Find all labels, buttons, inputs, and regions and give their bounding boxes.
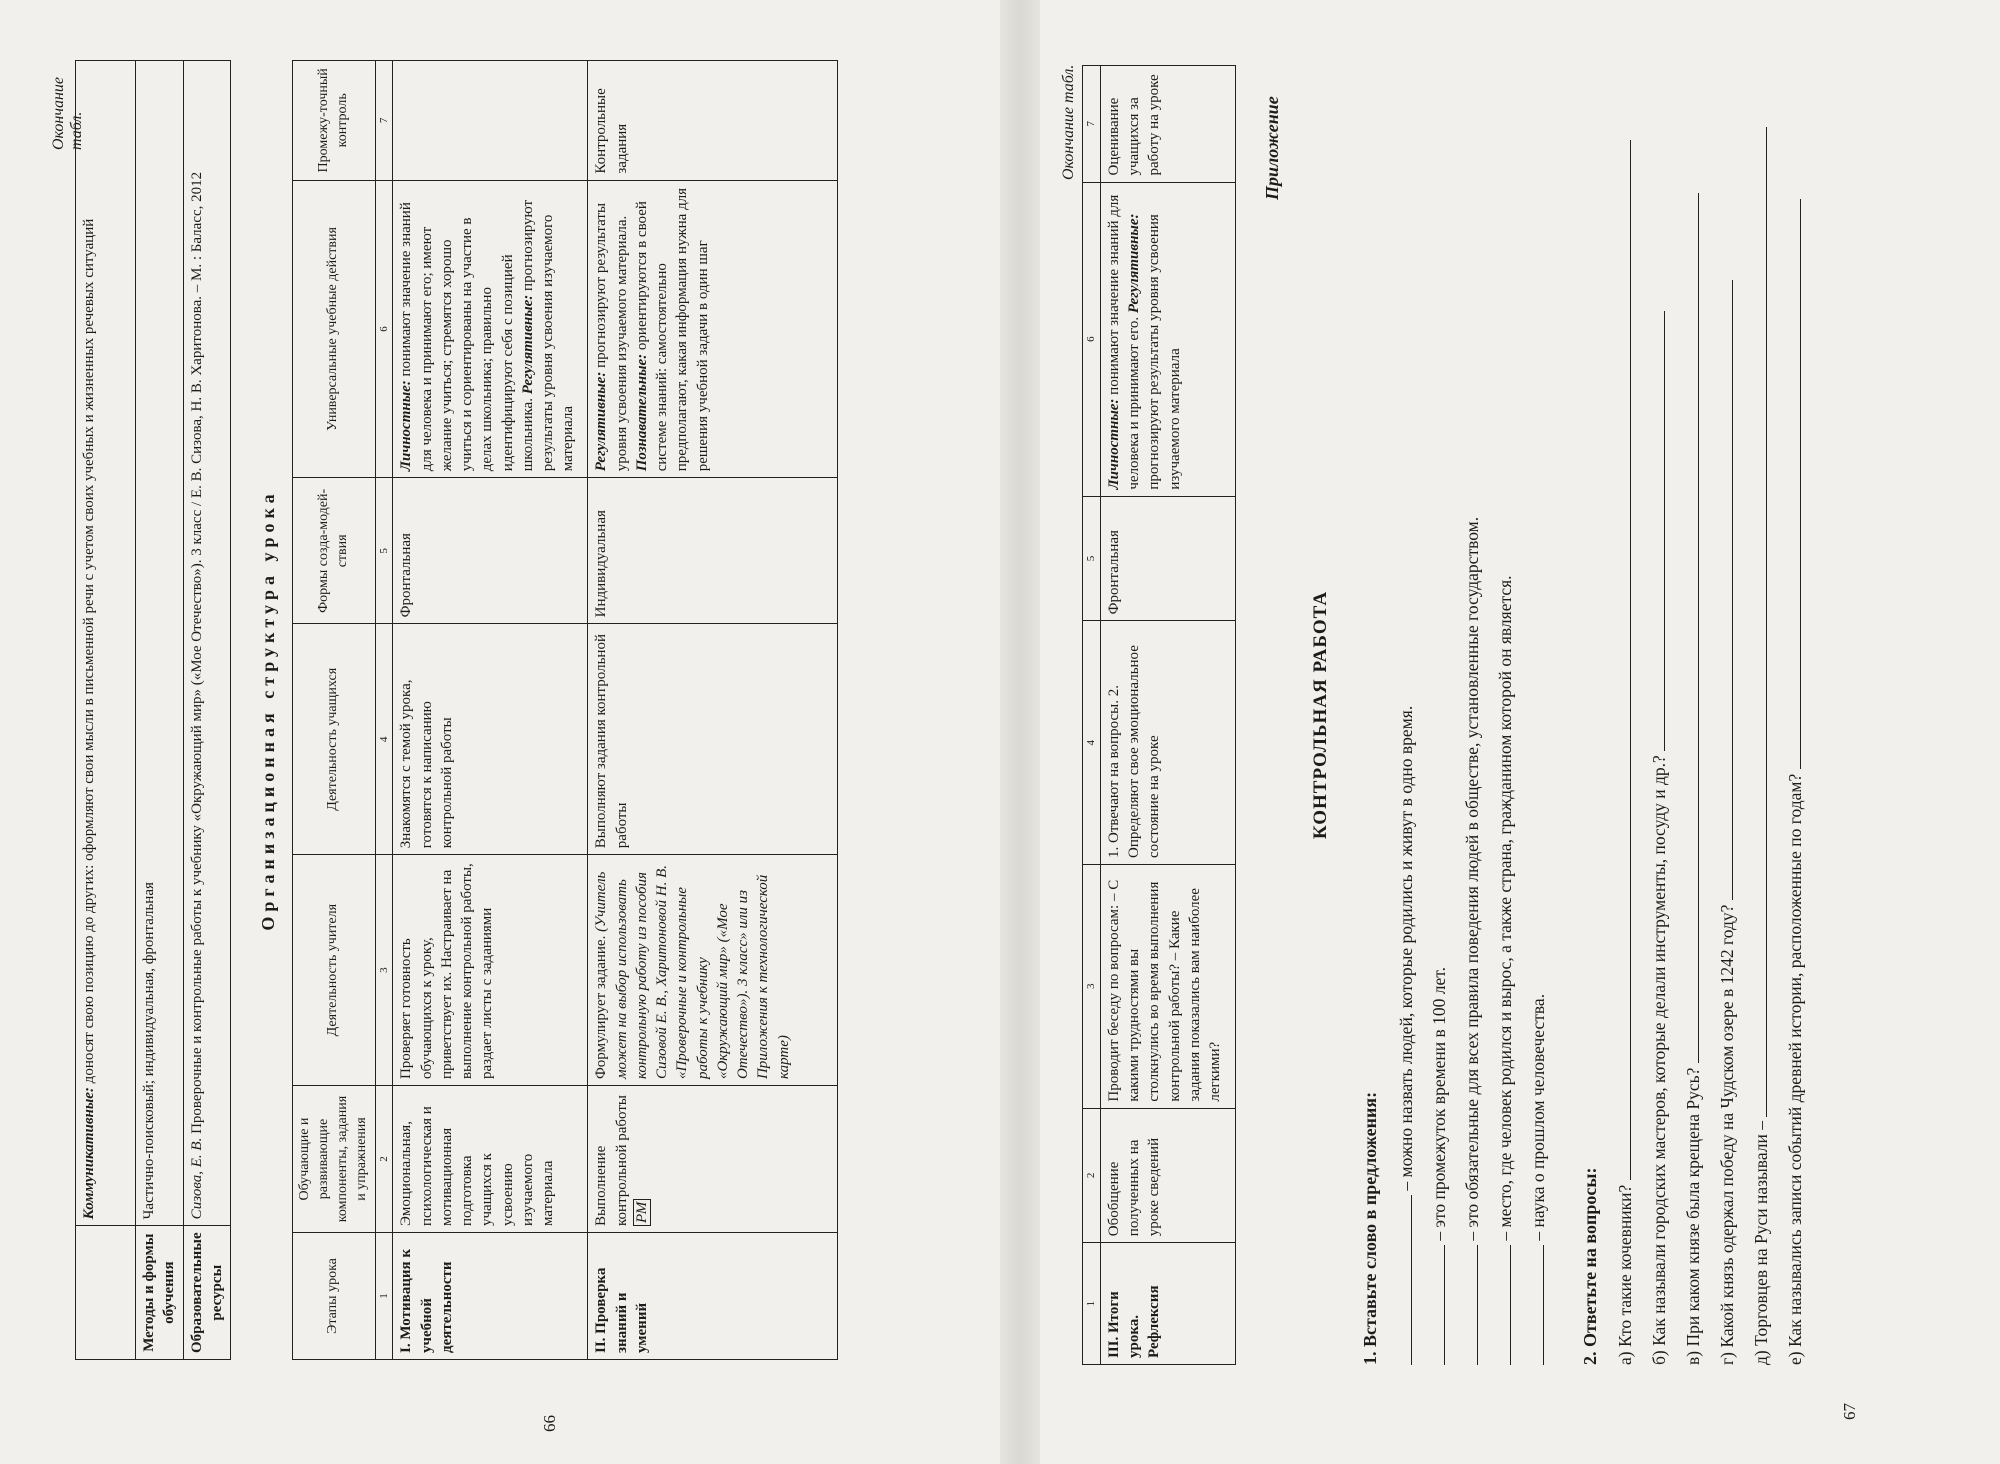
forms-cell: Фронтальная — [1100, 496, 1235, 621]
header-teacher: Деятельность учителя — [293, 855, 376, 1086]
components-cell: Выполнение контрольной работы РМ — [588, 1086, 838, 1233]
table-row — [393, 61, 588, 1360]
col-num: 1 — [1083, 1243, 1101, 1365]
resources-value: Сизова, Е. В. Проверочные и контрольные работы к учебнику «Окружающий мир» («Мое Отечество»). 3 класс / Е. В. Сизова, Н. В. Харитонова. – М. : Баласс, 2012 — [183, 61, 231, 1226]
forms-cell: Индивидуальная — [588, 478, 838, 624]
header-components: Обучающие и развивающие компоненты, задания и упражнения — [293, 1086, 376, 1233]
resources-label: Образовательные ресурсы — [183, 1226, 231, 1360]
task1-item: – можно назвать людей, которые родились и живут в одно время. — [1395, 706, 1417, 1365]
task2-item: е) Как назывались записи событий древней истории, расположенные по годам? — [1784, 199, 1806, 1365]
continuation-note: Окончание табл. — [1060, 64, 1077, 180]
rm-mark: РМ — [633, 1199, 651, 1226]
task1-item: – это промежуток времени в 100 лет. — [1428, 967, 1450, 1365]
header-stages: Этапы урока — [293, 1232, 376, 1359]
uud-cell: Регулятивные: прогнозируют результаты уровня усвоения изучаемого материала. Познавательные: ориентируются в своей системе знаний: самостоятельно предполагают, какая информация нужна для решения учебной задачи в один шаг — [588, 180, 838, 478]
uud-cell: Личностные: понимают значение знаний для человека и принимают его; имеют желание учиться; стремятся хорошо учиться и сориентированы на участие в делах школьника; правильно идентифицируют себя с позицией школьника. Регулятивные: прогнозируют результаты уровня усвоения изучаемого материала — [393, 180, 588, 478]
teacher-cell: Проводит беседу по вопросам: – С какими трудностями вы столкнулись во время выполнения контрольной работы? – Какие задания показались вам наиболее легкими? — [1100, 865, 1235, 1109]
task2-title: 2. Ответьте на вопросы: — [1580, 1167, 1600, 1365]
appendix-label: Приложение — [1262, 96, 1282, 200]
col-num: 3 — [1083, 865, 1101, 1109]
top-info-table — [75, 60, 231, 1360]
book-gutter — [1000, 0, 1040, 1464]
task2-item: г) Какой князь одержал победу на Чудском озере в 1242 году? — [1716, 280, 1738, 1365]
uud-cell: Личностные: понимают значение знаний для человека и принимают его. Регулятивные: прогнозируют результаты уровня усвоения изучаемого материала — [1100, 182, 1235, 496]
test-title: КОНТРОЛЬНАЯ РАБОТА — [1310, 590, 1331, 840]
col-num: 7 — [1083, 66, 1101, 183]
task1-item: – место, где человек родился и вырос, а также страна, гражданином которой он является. — [1494, 575, 1516, 1365]
header-uud: Универсальные учебные действия — [293, 180, 376, 478]
task1-title: 1. Вставьте слово в предложения: — [1360, 1091, 1380, 1365]
control-cell: Оценивание учащихся за работу на уроке — [1100, 66, 1235, 183]
col-num: 2 — [1083, 1108, 1101, 1243]
section-heading: Организационная структура урока — [258, 489, 278, 931]
col-num: 6 — [1083, 182, 1101, 496]
right-page — [1050, 40, 1970, 1440]
task2-item: б) Как называли городских мастеров, которые делали инструменты, посуду и др.? — [1648, 311, 1670, 1365]
students-cell: Выполняют задания контрольной работы — [588, 624, 838, 855]
lesson-structure-table — [292, 60, 838, 1360]
header-students: Деятельность учащихся — [293, 624, 376, 855]
components-cell: Обобщение полученных на уроке сведений — [1100, 1108, 1235, 1243]
header-forms: Формы созда-модей-ствия — [293, 478, 376, 624]
col-num: 3 — [375, 855, 393, 1086]
page-number-left: 66 — [540, 1415, 559, 1432]
table-row — [588, 61, 838, 1360]
col-num: 4 — [375, 624, 393, 855]
col-num: 4 — [1083, 621, 1101, 865]
forms-cell: Фронтальная — [393, 478, 588, 624]
task2-item: а) Кто такие кочевники? — [1614, 140, 1636, 1365]
components-cell: Эмоциональная, психологическая и мотивационная подготовка учащихся к усвоению изучаемого материала — [393, 1086, 588, 1233]
stage-cell: III. Итоги урока. Рефлексия — [1100, 1243, 1235, 1365]
students-cell: 1. Отвечают на вопросы. 2. Определяют свое эмоциональное состояние на уроке — [1100, 621, 1235, 865]
stage-cell: I. Мотивация к учебной деятельности — [393, 1232, 588, 1359]
teacher-cell: Формулирует задание. (Учитель может на выбор использовать контрольную работу из пособия Сизовой Е. В., Харитоновой Н. В. «Проверочные и контрольные работы к учебнику «Окружающий мир» («Мое Отечество»). 3 класс» или из Приложения к технологической карте) — [588, 855, 838, 1086]
methods-label: Методы и формы обучения — [136, 1226, 184, 1360]
col-num: 5 — [1083, 496, 1101, 621]
students-cell: Знакомятся с темой урока, готовятся к написанию контрольной работы — [393, 624, 588, 855]
stage-cell: II. Проверка знаний и умений — [588, 1232, 838, 1359]
reflection-table — [1082, 65, 1236, 1365]
teacher-cell: Проверяет готовность обучающихся к уроку, приветствует их. Настраивает на выполнение контрольной работы, раздает листы с заданиями — [393, 855, 588, 1086]
task1-item: – это обязательные для всех правила поведения людей в обществе, установленные государством. — [1461, 517, 1483, 1365]
col-num: 6 — [375, 180, 393, 478]
col-num: 1 — [375, 1232, 393, 1359]
left-page — [20, 40, 1000, 1440]
table-row — [1100, 66, 1235, 1365]
col-num: 2 — [375, 1086, 393, 1233]
col-num: 7 — [375, 61, 393, 181]
task1-item: – наука о прошлом человечества. — [1527, 994, 1549, 1365]
header-control: Промежу-точный контроль — [293, 61, 376, 181]
top-row-communicative: Коммуникативные: доносят свою позицию до других: оформляют свои мысли в письменной речи с учетом своих учебных и жизненных речевых ситуаций — [76, 61, 136, 1226]
continuation-note: Окончание табл. — [50, 76, 85, 150]
page-number-right: 67 — [1840, 1403, 1859, 1420]
col-num: 5 — [375, 478, 393, 624]
methods-value: Частично-поисковый; индивидуальная, фронтальная — [136, 61, 184, 1226]
control-cell: Контрольные задания — [588, 61, 838, 181]
control-cell — [393, 61, 588, 181]
top-row-label-empty — [76, 1226, 136, 1360]
task2-item: в) При каком князе была крещена Русь? — [1682, 193, 1704, 1365]
task2-item: д) Торговцев на Руси называли – — [1750, 127, 1772, 1365]
